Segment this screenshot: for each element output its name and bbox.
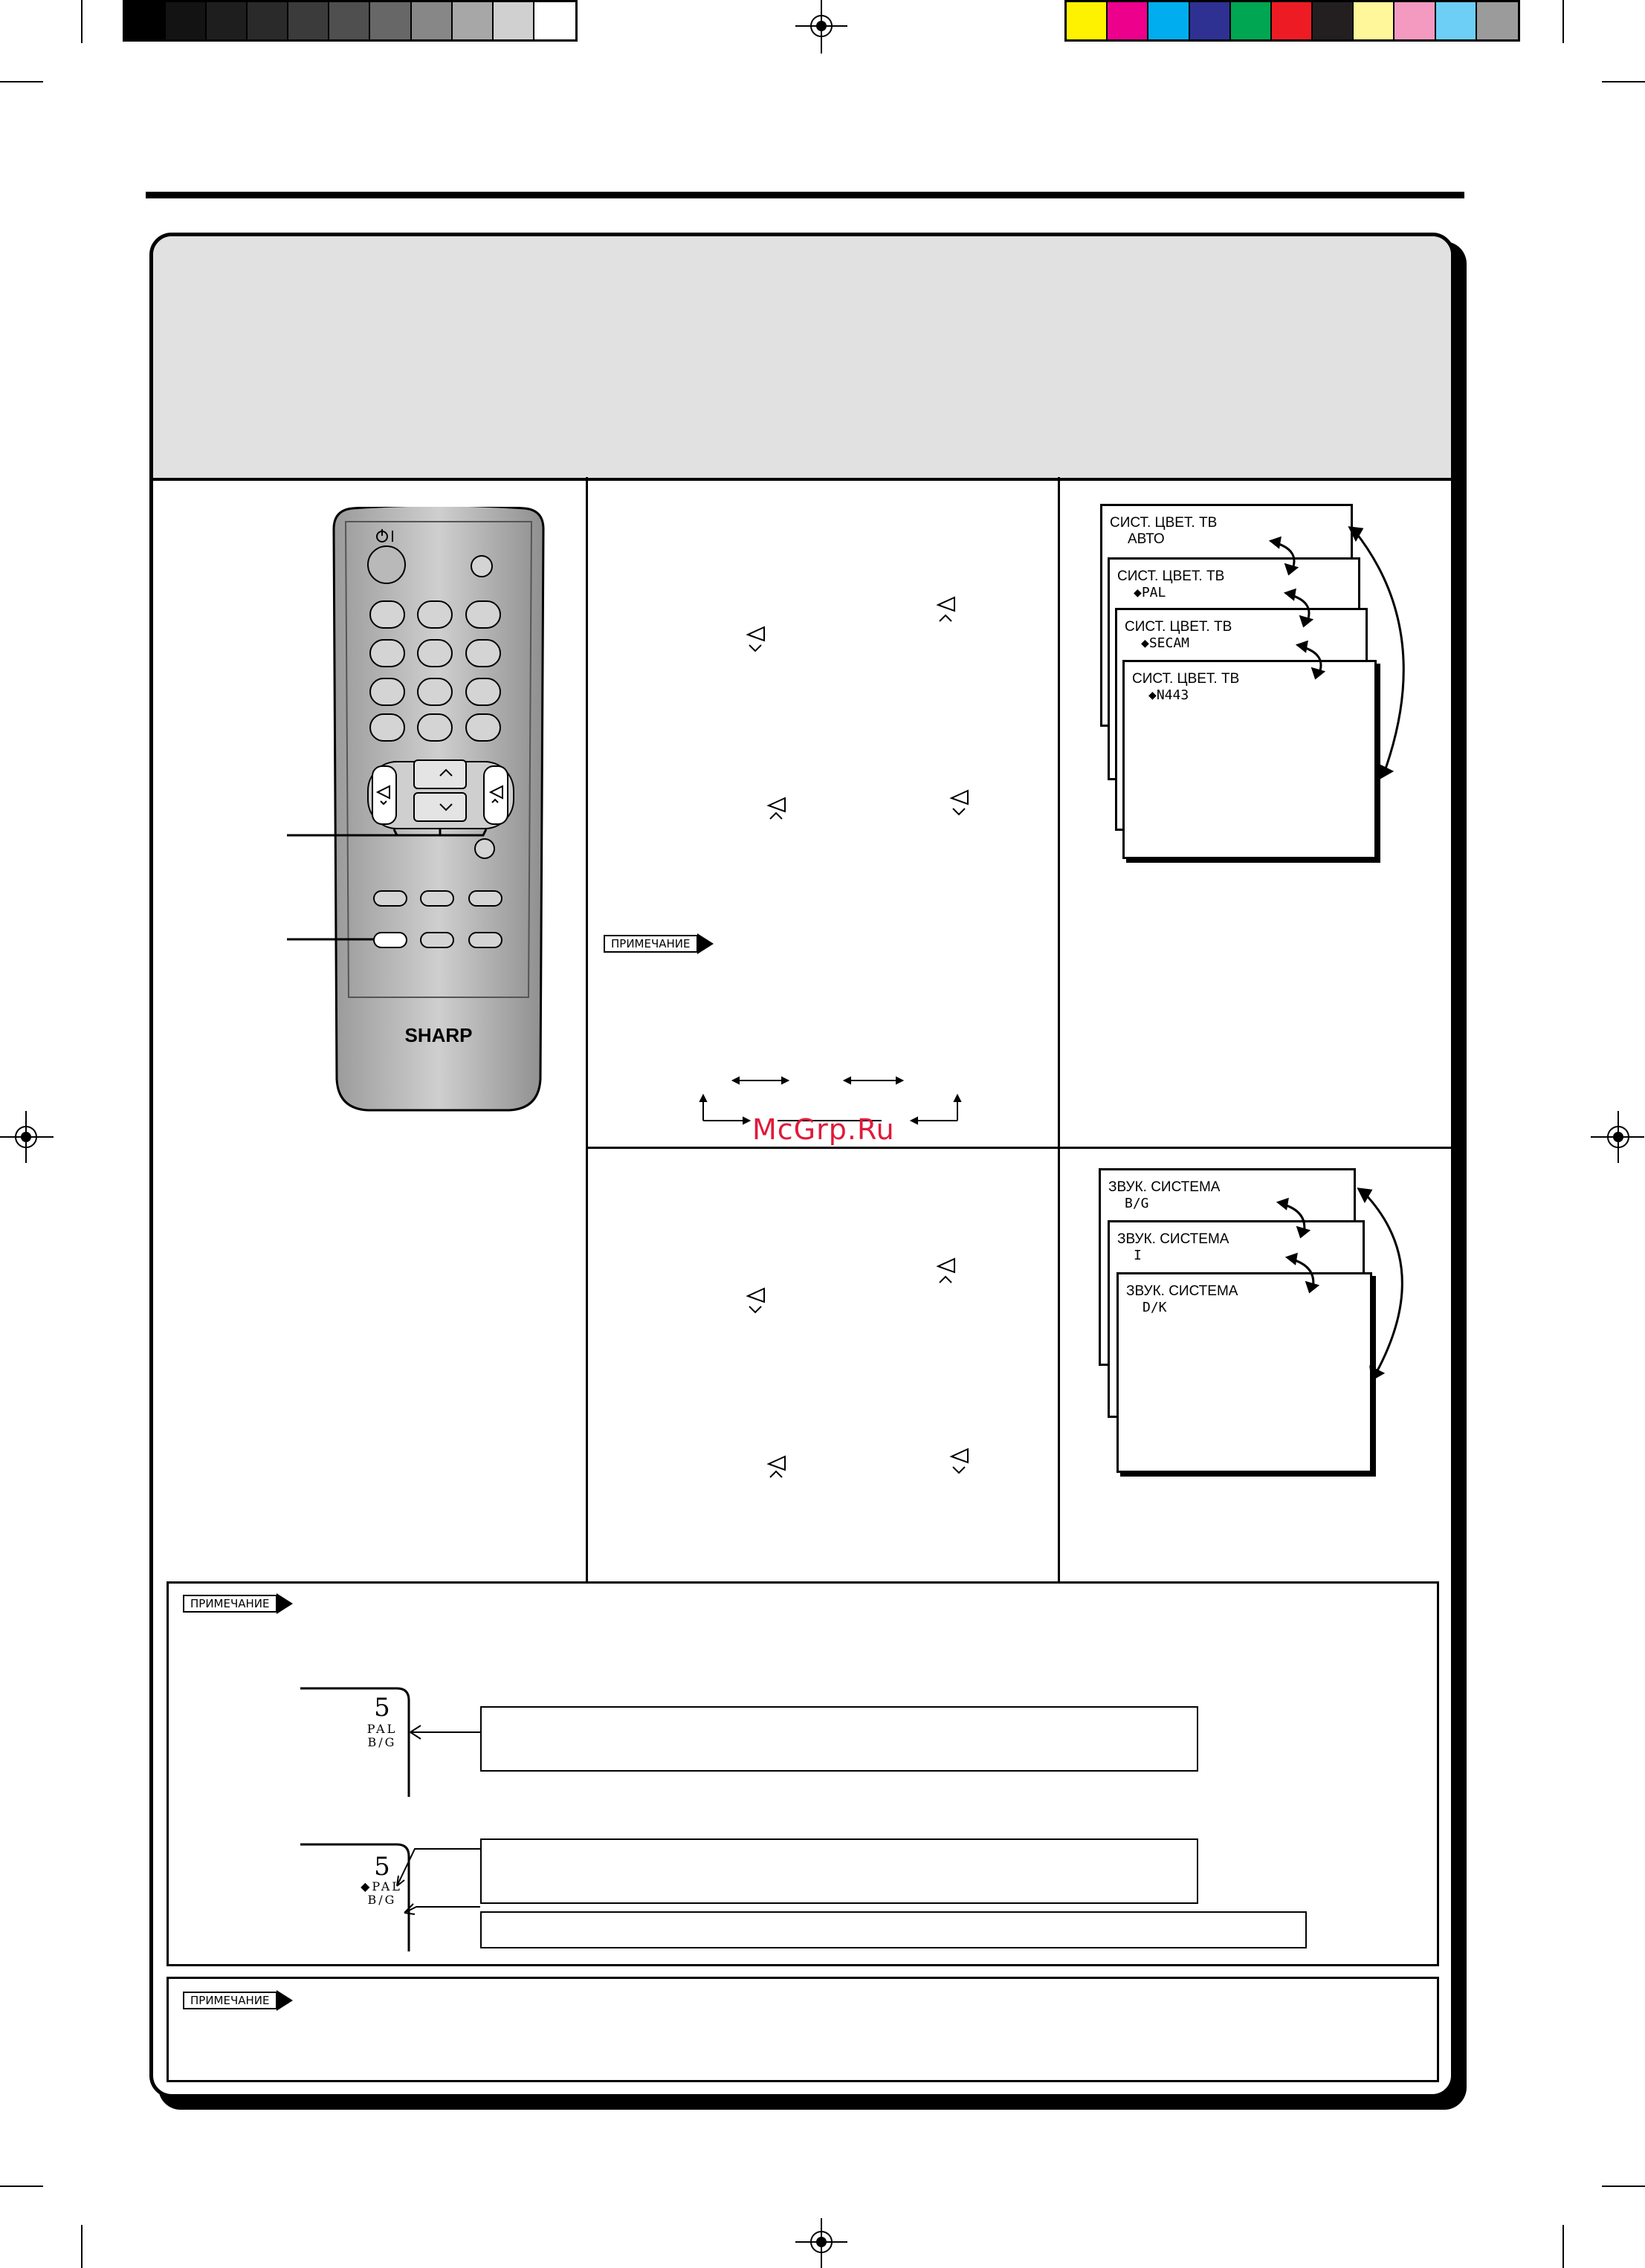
digit-0-button[interactable] — [417, 713, 453, 742]
digit-3-button[interactable] — [465, 600, 501, 629]
channel-number-2: 5 — [374, 1852, 390, 1882]
screen-value: ◆SECAM — [1141, 635, 1190, 651]
sound-screens-arrows — [1271, 1185, 1435, 1393]
note-box-bottom — [167, 1977, 1439, 2082]
color-system-label-2: ◆PAL — [361, 1879, 402, 1893]
note-tag-label: ПРИМЕЧАНИЕ — [604, 935, 698, 953]
digit-7-button[interactable] — [369, 678, 405, 706]
column-divider-2 — [1058, 477, 1060, 1583]
screen-title: СИСТ. ЦВЕТ. ТВ — [1117, 568, 1225, 584]
screen-value: ◆N443 — [1148, 687, 1189, 703]
digit-2-button[interactable] — [417, 600, 453, 629]
screen-value: АВТО — [1128, 531, 1165, 547]
digit-9-button[interactable] — [465, 678, 501, 706]
watermark: McGrp.Ru — [752, 1113, 895, 1146]
header-rule — [146, 192, 1464, 198]
note-tag-label: ПРИМЕЧАНИЕ — [183, 1992, 277, 2009]
step-icons-sound — [743, 1256, 981, 1486]
digit-5-button[interactable] — [417, 639, 453, 667]
screen-title: СИСТ. ЦВЕТ. ТВ — [1125, 619, 1232, 635]
screen-value: D/K — [1143, 1300, 1167, 1315]
color-system-label-1: PAL — [366, 1722, 398, 1736]
explanation-box-3 — [480, 1911, 1307, 1948]
flashback-button[interactable] — [369, 713, 405, 742]
callout-arrow-2 — [394, 1840, 491, 1929]
callout-arrow-1 — [407, 1721, 482, 1743]
digit-8-button[interactable] — [417, 678, 453, 706]
panel-header — [153, 236, 1451, 481]
screen-value: ◆PAL — [1134, 585, 1166, 600]
step-icons-color — [743, 594, 981, 825]
remote-callouts — [287, 817, 510, 951]
screen-value: B/G — [1125, 1196, 1149, 1211]
digit-6-button[interactable] — [465, 639, 501, 667]
digit-4-button[interactable] — [369, 639, 405, 667]
column-divider-1 — [586, 477, 588, 1583]
digit-1-button[interactable] — [369, 600, 405, 629]
note-tag-display — [183, 1595, 293, 1613]
channel-number-1: 5 — [374, 1693, 390, 1723]
screen-title: ЗВУК. СИСТЕМА — [1117, 1231, 1229, 1247]
note-tag-color — [604, 935, 714, 953]
power-button[interactable] — [367, 545, 406, 584]
sound-system-label-1: B/G — [367, 1735, 397, 1749]
color-screens-arrows — [1264, 520, 1427, 788]
explanation-box-1 — [480, 1706, 1198, 1772]
digit-select-button[interactable] — [465, 713, 501, 742]
row-divider — [586, 1147, 1452, 1149]
power-icon — [372, 528, 401, 544]
screen-title: СИСТ. ЦВЕТ. ТВ — [1132, 671, 1240, 687]
note-tag-bottom — [183, 1992, 293, 2009]
sound-system-label-2: B/G — [367, 1893, 397, 1907]
mute-top-button[interactable] — [471, 555, 493, 577]
screen-title: ЗВУК. СИСТЕМА — [1108, 1179, 1221, 1195]
screen-title: ЗВУК. СИСТЕМА — [1126, 1283, 1238, 1299]
screen-title: СИСТ. ЦВЕТ. ТВ — [1110, 515, 1218, 531]
note-tag-label: ПРИМЕЧАНИЕ — [183, 1595, 277, 1613]
explanation-box-2 — [480, 1838, 1198, 1904]
remote-brand-logo: SHARP — [404, 1024, 473, 1046]
screen-value: I — [1134, 1248, 1142, 1263]
